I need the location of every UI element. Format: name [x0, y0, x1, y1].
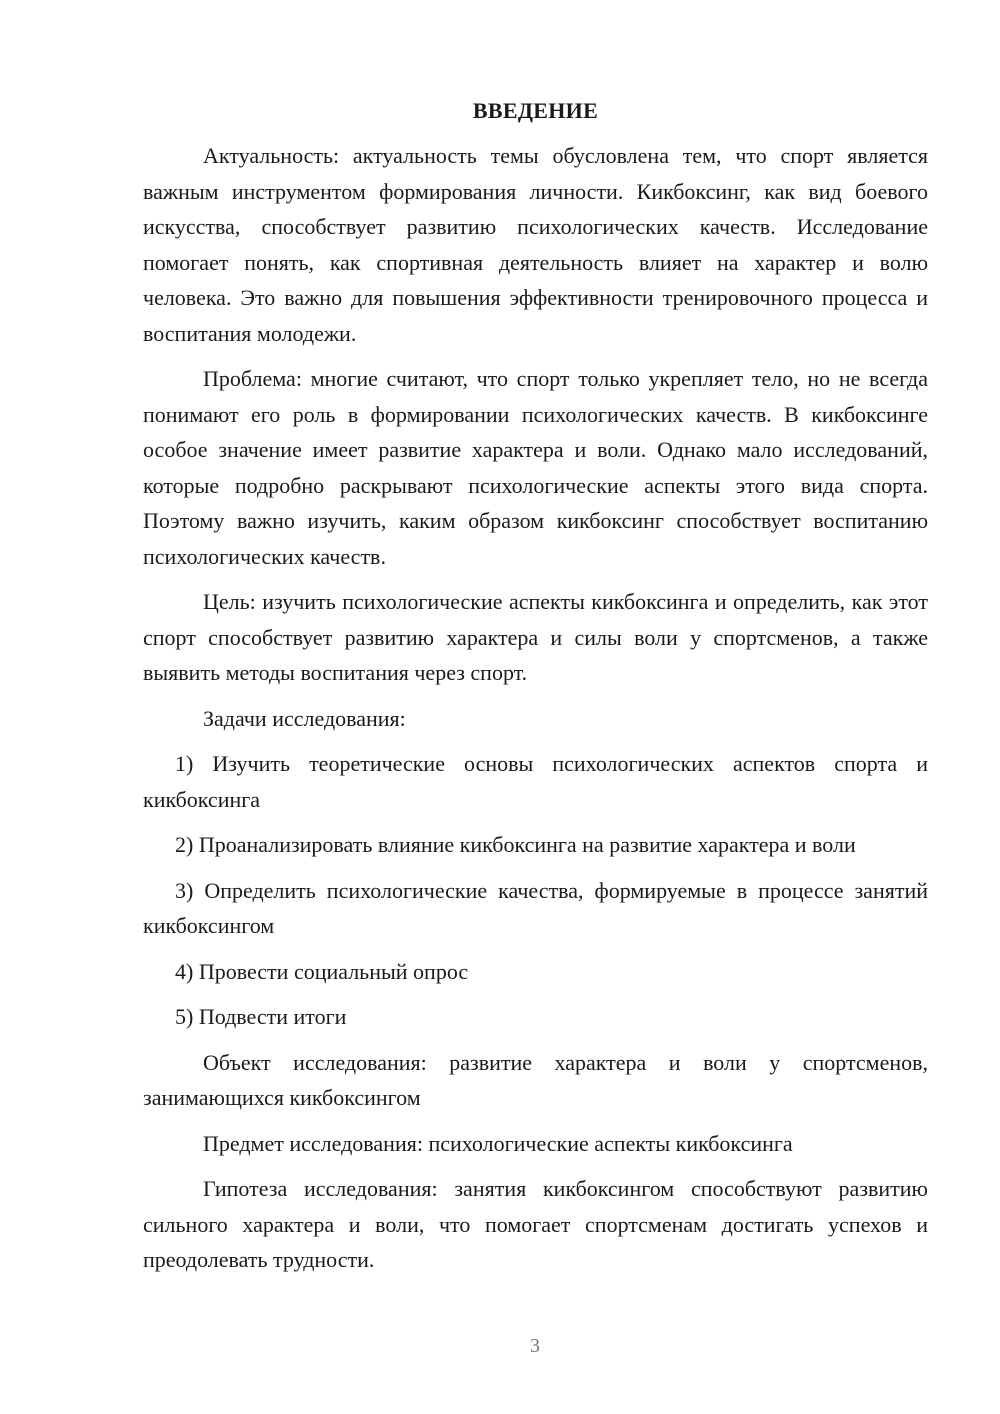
- paragraph-subject: Предмет исследования: психологические аспекты кикбоксинга: [203, 1130, 793, 1156]
- task-item: 3) Определить психологические качества, формируемые в процессе занятий кикбоксингом: [143, 877, 928, 938]
- paragraph-relevance: Актуальность: актуальность темы обусловлена тем, что спорт является важным инструментом формирования личности. Кикбоксинг, как вид боевого искусства, способствует развитию психологических качеств. Исследование помогает понять, как спортивная деятельность влияет на характер и волю человека. Это важно для повышения эффективности тренировочного процесса и воспитания молодежи.: [143, 143, 928, 346]
- task-item: 4) Провести социальный опрос: [175, 958, 469, 984]
- paragraph-goal: Цель: изучить психологические аспекты кикбоксинга и определить, как этот спорт способствует развитию характера и силы воли у спортсменов, а также выявить методы воспитания через спорт.: [143, 589, 928, 685]
- paragraph-problem: Проблема: многие считают, что спорт только укрепляет тело, но не всегда понимают его роль в формировании психологических качеств. В кикбоксинге особое значение имеет развитие характера и воли. Однако мало исследований, которые подробно раскрывают психологические аспекты этого вида спорта. Поэтому важно изучить, каким образом кикбоксинг способствует воспитанию психологических качеств.: [143, 366, 928, 569]
- section-title: ВВЕДЕНИЕ: [472, 98, 599, 123]
- paragraph-hypothesis: Гипотеза исследования: занятия кикбоксингом способствуют развитию сильного характера и воли, что помогает спортсменам достигать успехов и преодолевать трудности.: [143, 1176, 928, 1272]
- paragraph-object: Объект исследования: развитие характера и воли у спортсменов, занимающихся кикбоксингом: [143, 1049, 928, 1110]
- document-page: [143, 96, 928, 1288]
- page-number: 3: [530, 1335, 540, 1357]
- paragraph-tasks-heading: Задачи исследования:: [203, 705, 406, 731]
- task-item: 5) Подвести итоги: [175, 1004, 347, 1029]
- task-item: 2) Проанализировать влияние кикбоксинга на развитие характера и воли: [175, 832, 856, 857]
- task-item: 1) Изучить теоретические основы психологических аспектов спорта и кикбоксинга: [143, 751, 928, 812]
